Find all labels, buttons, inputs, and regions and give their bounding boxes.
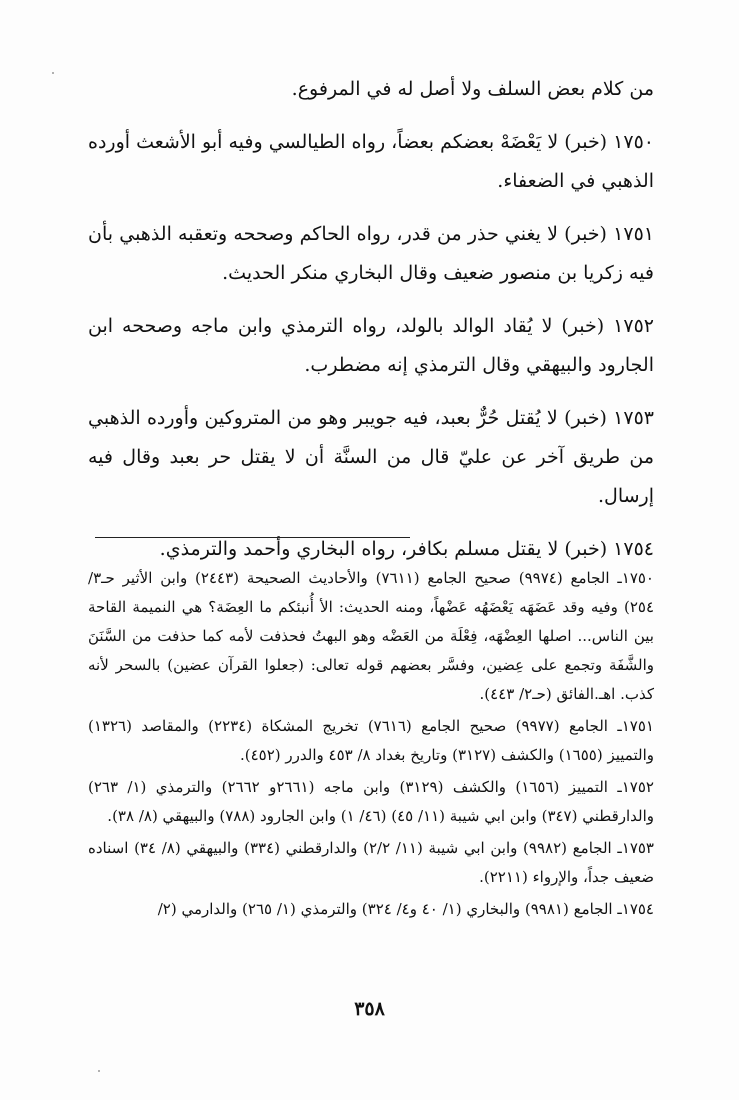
intro-paragraph: من كلام بعض السلف ولا أصل له في المرفوع. [291, 78, 654, 100]
entry-1751: ١٧٥١ (خبر) لا يغني حذر من قدر، رواه الحاكم وصححه وتعقبه الذهبي بأن فيه زكريا بن منصور ضعيف وقال البخاري منكر الحديث. [88, 223, 654, 284]
entry-1753: ١٧٥٣ (خبر) لا يُقتل حُرٌّ بعبد، فيه جويبر وهو من المتروكين وأورده الذهبي من طريق آخر عن عليّ قال من السنَّة أن لا يقتل حر بعبد وقال فيه إرسال. [88, 407, 654, 507]
footnote-divider [95, 537, 410, 538]
entry-1750: ١٧٥٠ (خبر) لا يَعْضَهْ بعضكم بعضاً، رواه الطيالسي وفيه أبو الأشعث أورده الذهبي في الضعفاء. [88, 131, 654, 192]
footnote-1754 [88, 895, 654, 924]
footnote-1752 [88, 773, 654, 831]
entry-1752: ١٧٥٢ (خبر) لا يُقاد الوالد بالولد، رواه الترمذي وابن ماجه وصححه ابن الجارود والبيهقي وقال الترمذي إنه مضطرب. [88, 315, 654, 376]
footnote-1750 [88, 564, 654, 709]
footnote-1753-first: ١٧٥٣ـ الجامع (٩٩٨٢) وابن ابي شيبة (١١/ ٢/٢) والدارقطني (٣٣٤) والبيهقي (٨/ ٣٤) [134, 839, 654, 857]
footnote-1751-rest: والتمييز (١٦٥٥) والكشف (٣١٢٧) وتاريخ بغداد ٨/ ٤٥٣ والدرر (٤٥٢). [239, 746, 654, 764]
page-number: ٣٥٨ [354, 998, 385, 1020]
footnote-1750-rest: حـ٣/ ٢٥٤) وفيه وقد عَضَهَه يَعْضَهُه عَضْهاً، ومنه الحديث: الأ أُنبئكم ما العِضَة؟ هي النميمة القاحة بين الناس... اصلها العِضْهَه، فِعْلَة من العَضْه وهو البهتُ فحذفت لأمه كما حذفت من السَّنَنَ والشَّفَة وتجمع على عِضين، وفسَّر بعضهم قوله تعالى: (جعلوا القرآن عضين) بالسحر لأنه كذب. اهـ.الفائق (حـ٢/ ٤٤٣). [88, 569, 654, 703]
footnote-1751-first: ١٧٥١ـ الجامع (٩٩٧٧) صحيح الجامع (٧٦١٦) تخريج المشكاة (٢٢٣٤) والمقاصد (١٣٢٦) [88, 717, 654, 735]
footnote-1752-rest: ٢٦٣) والدارقطني (٣٤٧) وابن ابي شيبة (١١/ ٤٥) (٤٦/ ١) وابن الجارود (٧٨٨) والبيهقي (٨/ ٣٨). [88, 778, 654, 825]
entry-1754: ١٧٥٤ (خبر) لا يقتل مسلم بكافر، رواه البخاري وأحمد والترمذي. [159, 538, 654, 560]
footnote-1752-first: ١٧٥٢ـ التمييز (١٦٥٦) والكشف (٣١٢٩) وابن ماجه (٢٦٦١و ٢٦٦٢) والترمذي (١/ [127, 778, 654, 796]
footnote-1753 [88, 834, 654, 892]
footnote-1753-rest: اسناده ضعيف جداً، والإرواء (٢٢١١). [88, 839, 654, 886]
main-text [88, 70, 654, 569]
footnotes [88, 564, 654, 927]
scan-speck [98, 1070, 100, 1072]
footnote-1751 [88, 712, 654, 770]
footnote-1754-first: ١٧٥٤ـ الجامع (٩٩٨١) والبخاري (١/ ٤٠ و٤/ ٣٢٤) والترمذي (١/ ٢٦٥) والدارمي (٢/ [157, 900, 654, 918]
scan-speck [52, 72, 54, 74]
footnote-1750-first: ١٧٥٠ـ الجامع (٩٩٧٤) صحيح الجامع (٧٦١١) والأحاديث الصحيحة (٢٤٤٣) وابن الأثير [122, 569, 654, 587]
